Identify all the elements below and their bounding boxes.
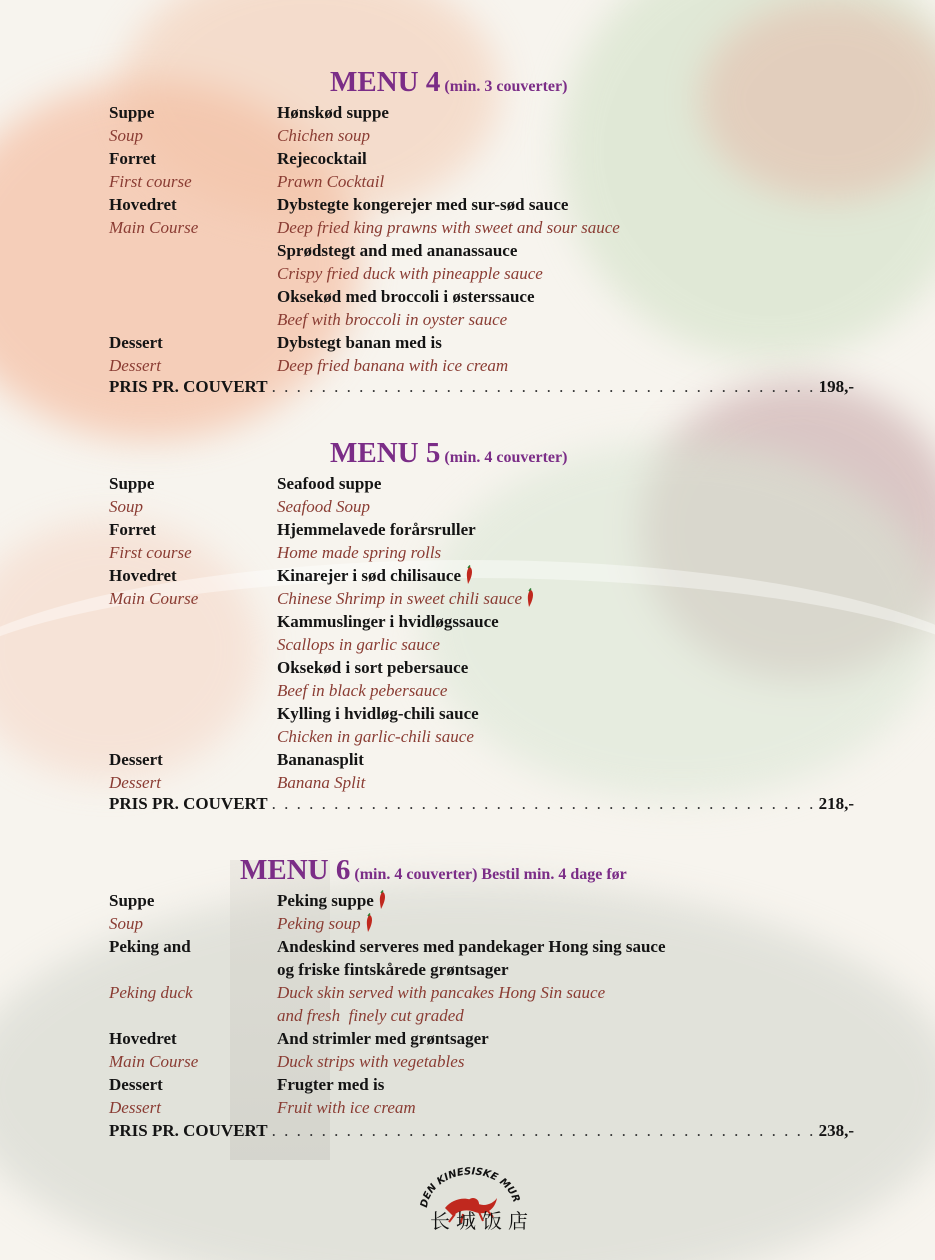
leader-dots xyxy=(272,1121,815,1141)
dish-name-spicy-en xyxy=(277,587,535,610)
price-value: 198,- xyxy=(818,377,854,396)
course-row xyxy=(0,587,935,610)
dish-name: Hønskød suppe xyxy=(277,103,389,122)
price-label: PRIS PR. COUVERT xyxy=(109,1121,268,1140)
course-row xyxy=(0,285,935,308)
course-row xyxy=(0,495,935,518)
course-row xyxy=(0,889,935,912)
course-row xyxy=(0,1073,935,1096)
course-label-en: Dessert xyxy=(109,356,161,375)
dish-name: Rejecocktail xyxy=(277,149,367,168)
course-label-en: Soup xyxy=(109,497,143,516)
course-row xyxy=(0,170,935,193)
course-label: Suppe xyxy=(109,891,155,910)
leader-dots xyxy=(272,377,815,397)
dish-name-en: Banana Split xyxy=(277,773,366,792)
course-row xyxy=(0,656,935,679)
menu-5-title xyxy=(330,437,567,470)
course-label: Dessert xyxy=(109,1075,163,1094)
course-row xyxy=(0,147,935,170)
dish-name-en: Chichen soup xyxy=(277,126,371,145)
course-row xyxy=(0,702,935,725)
course-row xyxy=(0,679,935,702)
menu-subtitle: (min. 4 couverter) xyxy=(444,449,568,466)
course-label: Hovedret xyxy=(109,566,177,585)
dish-name-en: Home made spring rolls xyxy=(277,543,442,562)
course-row xyxy=(0,193,935,216)
course-row xyxy=(0,1096,935,1119)
price-label: PRIS PR. COUVERT xyxy=(109,794,268,813)
dish-name-en: Crispy fried duck with pineapple sauce xyxy=(277,264,543,283)
course-label-en: Main Course xyxy=(109,218,199,237)
dish-name: Kammuslinger i hvidløgssauce xyxy=(277,612,499,631)
course-row xyxy=(0,331,935,354)
chili-pepper-icon xyxy=(364,913,374,933)
dish-name-en: Deep fried banana with ice cream xyxy=(277,356,509,375)
dish-name-spicy-en xyxy=(277,912,374,935)
dish-name-spicy xyxy=(277,889,387,912)
dish-name-en: Beef in black pebersauce xyxy=(277,681,448,700)
dish-name-en: Seafood Soup xyxy=(277,497,371,516)
dish-name: Andeskind serveres med pandekager Hong sing sauce xyxy=(277,937,666,956)
dish-name-en: Chicken in garlic-chili sauce xyxy=(277,727,474,746)
dish-name: Oksekød i sort pebersauce xyxy=(277,658,469,677)
course-label: Hovedret xyxy=(109,1029,177,1048)
course-row xyxy=(0,518,935,541)
course-label: Suppe xyxy=(109,474,155,493)
dish-name: Frugter med is xyxy=(277,1075,385,1094)
course-row xyxy=(0,748,935,771)
dish-name: Oksekød med broccoli i østerssauce xyxy=(277,287,535,306)
dish-name-en-cont: and fresh finely cut graded xyxy=(277,1006,464,1025)
course-row xyxy=(0,101,935,124)
course-row xyxy=(0,725,935,748)
dish-name: Dybstegte kongerejer med sur-sød sauce xyxy=(277,195,569,214)
dish-name: Bananasplit xyxy=(277,750,364,769)
price-line xyxy=(109,794,854,817)
course-row xyxy=(0,935,935,958)
course-label-en: Main Course xyxy=(109,589,199,608)
dish-name: Kinarejer i sød chilisauce xyxy=(277,566,462,585)
dish-name: Hjemmelavede forårsruller xyxy=(277,520,476,539)
course-row xyxy=(0,771,935,794)
dish-name-en: Beef with broccoli in oyster sauce xyxy=(277,310,508,329)
menu-title-text: MENU 6 xyxy=(240,854,351,886)
price-line xyxy=(109,1121,854,1144)
dish-name-en: Peking soup xyxy=(277,914,361,933)
course-row xyxy=(0,1004,935,1027)
course-label-en: Main Course xyxy=(109,1052,199,1071)
logo-chinese-text: 长城饭店 xyxy=(430,1209,534,1233)
chili-pepper-icon xyxy=(377,890,387,910)
course-row xyxy=(0,541,935,564)
dish-name-cont: og friske fintskårede grøntsager xyxy=(277,960,509,979)
menu-4-title xyxy=(330,66,567,99)
course-row xyxy=(0,354,935,377)
logo-arc-text: DEN KINESISKE MUR xyxy=(418,1166,522,1209)
chili-pepper-icon xyxy=(525,588,535,608)
course-label: Dessert xyxy=(109,333,163,352)
dish-name-en: Fruit with ice cream xyxy=(277,1098,416,1117)
course-row xyxy=(0,912,935,935)
course-label-en: Dessert xyxy=(109,1098,161,1117)
dish-name-spicy xyxy=(277,564,474,587)
leader-dots xyxy=(272,794,815,814)
course-row xyxy=(0,216,935,239)
menu-6-title xyxy=(240,854,627,887)
course-label: Dessert xyxy=(109,750,163,769)
course-label-en: First course xyxy=(109,172,192,191)
course-label-en: Peking duck xyxy=(109,983,193,1002)
menu-title-text: MENU 4 xyxy=(330,66,441,98)
price-value: 238,- xyxy=(818,1121,854,1140)
dish-name-en: Chinese Shrimp in sweet chili sauce xyxy=(277,589,523,608)
course-label-en: First course xyxy=(109,543,192,562)
menu-subtitle: (min. 3 couverter) xyxy=(444,78,568,95)
course-label: Forret xyxy=(109,520,156,539)
dish-name-en: Duck skin served with pancakes Hong Sin sauce xyxy=(277,983,606,1002)
menu-title-text: MENU 5 xyxy=(330,437,441,469)
dish-name-en: Duck strips with vegetables xyxy=(277,1052,465,1071)
dish-name: Kylling i hvidløg-chili sauce xyxy=(277,704,479,723)
price-line xyxy=(109,377,854,400)
dish-name-en: Prawn Cocktail xyxy=(277,172,385,191)
course-row xyxy=(0,564,935,587)
course-row xyxy=(0,1050,935,1073)
price-label: PRIS PR. COUVERT xyxy=(109,377,268,396)
course-row xyxy=(0,239,935,262)
course-label: Suppe xyxy=(109,103,155,122)
course-label-en: Dessert xyxy=(109,773,161,792)
course-row xyxy=(0,308,935,331)
course-row xyxy=(0,1027,935,1050)
course-row xyxy=(0,124,935,147)
course-row xyxy=(0,981,935,1004)
dish-name: And strimler med grøntsager xyxy=(277,1029,489,1048)
course-label: Peking and xyxy=(109,937,191,956)
course-label: Forret xyxy=(109,149,156,168)
course-label-en: Soup xyxy=(109,126,143,145)
course-row xyxy=(0,958,935,981)
course-row xyxy=(0,610,935,633)
chili-pepper-icon xyxy=(464,565,474,585)
dish-name-en: Scallops in garlic sauce xyxy=(277,635,440,654)
menu-subtitle: (min. 4 couverter) Bestil min. 4 dage før xyxy=(354,866,627,883)
dish-name: Dybstegt banan med is xyxy=(277,333,442,352)
dish-name: Peking suppe xyxy=(277,891,374,910)
course-row xyxy=(0,472,935,495)
price-value: 218,- xyxy=(818,794,854,813)
dish-name: Seafood suppe xyxy=(277,474,382,493)
course-label-en: Soup xyxy=(109,914,143,933)
course-row xyxy=(0,262,935,285)
dish-name-en: Deep fried king prawns with sweet and sour sauce xyxy=(277,218,620,237)
course-row xyxy=(0,633,935,656)
dish-name: Sprødstegt and med ananassauce xyxy=(277,241,518,260)
course-label: Hovedret xyxy=(109,195,177,214)
